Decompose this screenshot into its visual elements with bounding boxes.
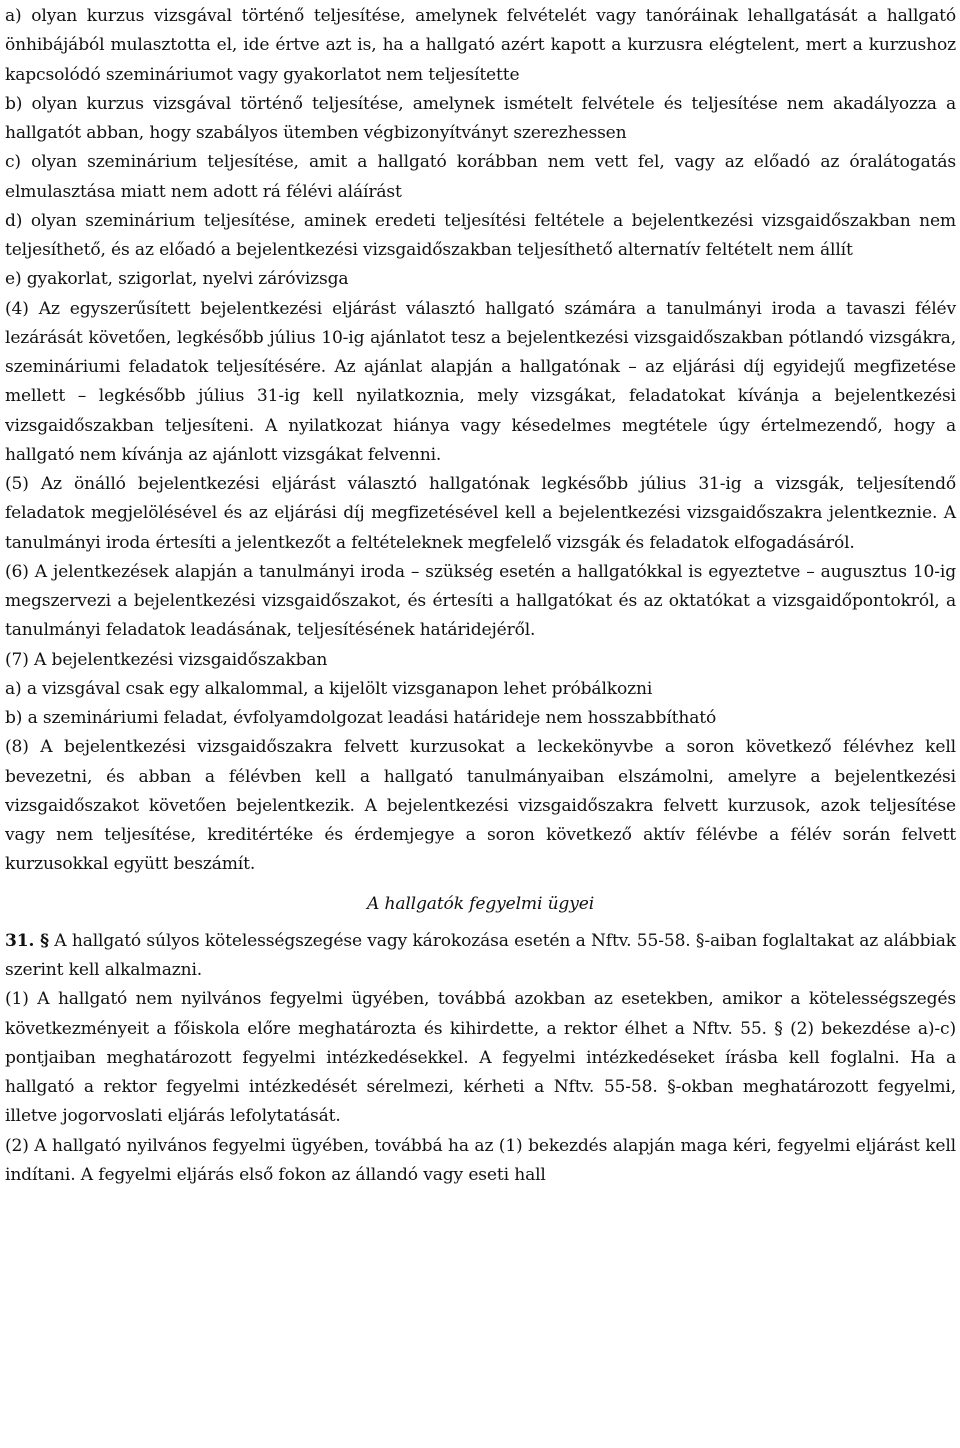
paragraph-5: (5) Az önálló bejelentkezési eljárást választó hallgatónak legkésőbb július 31-ig a vizsgák, teljesítendő feladatok megjelölésével és az eljárási díj megfizetésével kell a bejelentkezési vizsgaidőszakra jelentkeznie. A tanulmányi iroda értesíti a jelentkezőt a feltételeknek megfelelő vizsgák és feladatok elfogadásáról. [5,474,956,553]
paragraph-d: d) olyan szeminárium teljesítése, aminek eredeti teljesítési feltétele a bejelentkezési vizsgaidőszakban nem teljesíthető, és az előadó a bejelentkezési vizsgaidőszakban teljesíthető alternatív feltételt nem állít [5,210,956,260]
paragraph-8: (8) A bejelentkezési vizsgaidőszakra felvett kurzusokat a leckekönyvbe a soron következő félévhez kell bevezetni, és abban a félévben kell a hallgató tanulmányaiban elszámolni, amelyre a bejelentkezési vizsgaidőszakot követően bejelentkezik. A bejelentkezési vizsgaidőszakra felvett kurzusok, azok teljesítése vagy nem teljesítése, kreditértéke és érdemjegye a soron következő aktív félévbe a félév során felvett kurzusokkal együtt beszámít. [5,737,956,875]
paragraph-31-1: (1) A hallgató nem nyilvános fegyelmi ügyében, továbbá azokban az esetekben, amikor a kötelességszegés következményeit a főiskola előre meghatározta és kihirdette, a rektor élhet a Nftv. 55. § (2) bekezdése a)-c) pontjaiban meghatározott fegyelmi intézkedésekkel. A fegyelmi intézkedéseket írásba kell foglalni. Ha a hallgató a rektor fegyelmi intézkedését sérelmezi, kérheti a Nftv. 55-58. §-okban meghatározott fegyelmi, illetve jogorvoslati eljárás lefolytatását. [5,989,956,1127]
section-31-number: 31. § [5,930,49,951]
section-heading: A hallgatók fegyelmi ügyei [366,893,595,914]
paragraph-e: e) gyakorlat, szigorlat, nyelvi záróvizsga [5,269,349,290]
paragraph-b: b) olyan kurzus vizsgával történő teljesítése, amelynek ismételt felvétele és teljesítése nem akadályozza a hallgatót abban, hogy szabályos ütemben végbizonyítványt szerezhessen [5,93,956,143]
paragraph-a: a) olyan kurzus vizsgával történő teljesítése, amelynek felvételét vagy tanóráinak lehallgatását a hallgató önhibájából mulasztotta el, ide értve azt is, ha a hallgató azért kapott a kurzusra elégtelent, mert a kurzushoz kapcsolódó szemináriumot vagy gyakorlatot nem teljesítette [5,6,956,85]
document-page [0,2,960,1448]
section-31-paragraph [5,927,956,986]
paragraph-6: (6) A jelentkezések alapján a tanulmányi iroda – szükség esetén a hallgatókkal is egyeztetve – augusztus 10-ig megszervezi a bejelentkezési vizsgaidőszakot, és értesíti a hallgatókat és az oktatókat a vizsgaidőpontokról, a tanulmányi feladatok leadásának, teljesítésének határidejéről. [5,561,956,641]
section-31-text: A hallgató súlyos kötelességszegése vagy károkozása esetén a Nftv. 55-58. §-aiban foglaltakat az alábbiak szerint kell alkalmazni. [5,930,956,980]
paragraph-7: (7) A bejelentkezési vizsgaidőszakban [5,649,328,670]
paragraph-31-2: (2) A hallgató nyilvános fegyelmi ügyében, továbbá ha az (1) bekezdés alapján maga kéri, fegyelmi eljárást kell indítani. A fegyelmi eljárás első fokon az állandó vagy eseti hall [5,1135,956,1185]
paragraph-4: (4) Az egyszerűsített bejelentkezési eljárást választó hallgató számára a tanulmányi iroda a tavaszi félév lezárását követően, legkésőbb július 10-ig ajánlatot tesz a bejelentkezési vizsgaidőszakban pótlandó vizsgákra, szemináriumi feladatok teljesítésére. Az ajánlat alapján a hallgatónak – az eljárási díj egyidejű megfizetése mellett – legkésőbb július 31-ig kell nyilatkoznia, mely vizsgákat, feladatokat kívánja a bejelentkezési vizsgaidőszakban teljesíteni. A nyilatkozat hiánya vagy késedelmes megtétele úgy értelmezendő, hogy a hallgató nem kívánja az ajánlott vizsgákat felvenni. [5,298,956,465]
paragraph-7a: a) a vizsgával csak egy alkalommal, a kijelölt vizsganapon lehet próbálkozni [5,678,653,699]
paragraph-7b: b) a szemináriumi feladat, évfolyamdolgozat leadási határideje nem hosszabbítható [5,708,717,728]
paragraph-c: c) olyan szeminárium teljesítése, amit a hallgató korábban nem vett fel, vagy az előadó az óralátogatás elmulasztása miatt nem adott rá félévi aláírást [5,152,956,202]
